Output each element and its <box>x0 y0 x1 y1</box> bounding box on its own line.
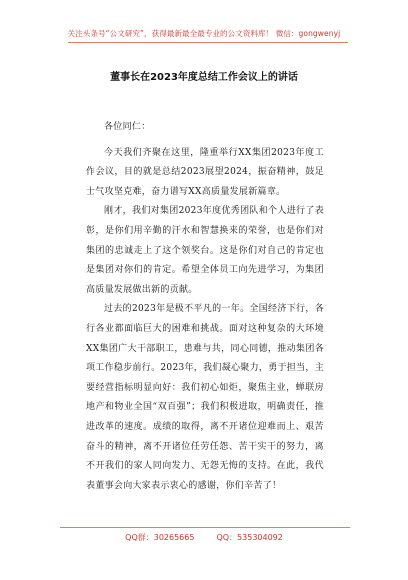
header-divider <box>68 42 348 43</box>
document-body <box>86 118 324 496</box>
qq-group-number: QQ群：30265665 <box>125 533 195 542</box>
paragraph-2: 刚才，我们对集团2023年度优秀团队和个人进行了表彰，是你们用辛勤的汗水和智慧换来的荣誉，也是你们对集团的忠诚走上了这个领奖台。这是你们对自己的肯定也是集团对你们的肯定。希望全体员工向先进学习，为集团高质量发展做出新的贡献。 <box>86 206 324 295</box>
document-title: 董事长在2023年度总结工作会议上的讲话 <box>110 72 298 83</box>
footer-contact <box>0 532 408 543</box>
qq-number: QQ：535304092 <box>216 533 283 542</box>
salutation: 各位同仁： <box>104 122 151 132</box>
paragraph-1: 今天我们齐聚在这里，隆重举行XX集团2023年度工作会议，目的就是总结2023展望2024，振奋精神，鼓足士气攻坚克难，奋力谱写XX高质量发展新篇章。 <box>86 147 324 197</box>
footer-divider <box>60 527 350 528</box>
header-banner: 关注头条号“公文研究”，获得最新最全最专业的公文资料库！ 微信：gongwenyj <box>67 29 341 38</box>
paragraph-3: 过去的2023年是极不平凡的一年。全国经济下行，各行各业都面临巨大的困难和挑战。面对这种复杂的大环境XX集团广大干部职工，患难与共，同心同德，推动集团各项工作稳步前行。2023年，我们凝心聚力，勇于担当，主要经营指标明显向好：我们初心如炬，聚焦主业，蝉联房地产和物业全国“双百强”；我们积极进取，明确责任，推进改革的速度。成绩的取得，离不开诸位迎难而上、艰苦奋斗的精神，离不开诸位任劳任怨、苦干实干的努力，离不开我们的家人同向发力、无怨无悔的支持。在此，我代表董事会向大家表示衷心的感谢，你们辛苦了！ <box>86 304 325 491</box>
